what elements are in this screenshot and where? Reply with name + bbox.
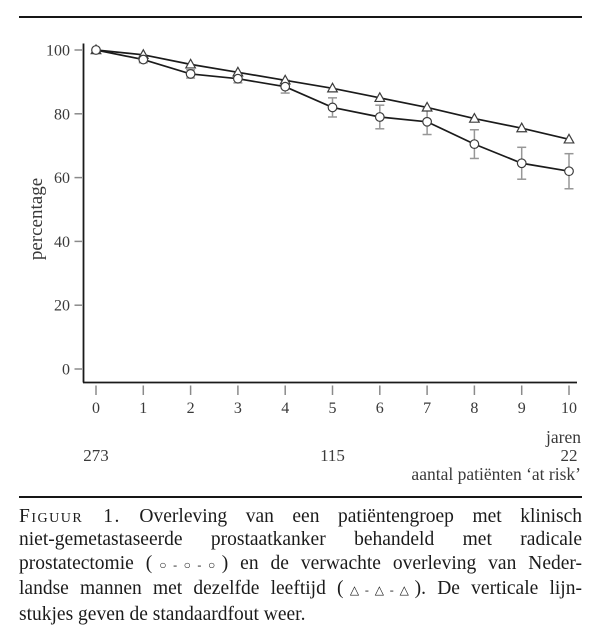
circle-marker: [423, 117, 432, 126]
caption-line-1: [19, 505, 582, 528]
x-tick-label: 2: [186, 400, 195, 417]
at-risk-label: aantal patiënten ‘at risk’: [411, 464, 581, 484]
circle-marker: [281, 82, 290, 91]
at-risk-count: 22: [560, 446, 578, 465]
y-tick-label: 20: [54, 297, 70, 315]
y-tick-label: 80: [54, 106, 70, 124]
circle-marker: [517, 159, 526, 168]
circle-marker: [186, 70, 195, 79]
x-tick-label: 8: [470, 400, 479, 417]
at-risk-count: 115: [320, 446, 345, 465]
x-tick-label: 10: [561, 400, 577, 417]
x-tick-label: 6: [375, 400, 384, 417]
x-tick-label: 9: [517, 400, 526, 417]
circle-marker: [328, 103, 337, 112]
caption-divider: [19, 496, 582, 498]
y-tick-label: 40: [54, 233, 70, 251]
circle-marker: [139, 55, 148, 64]
y-tick-label: 100: [46, 42, 70, 60]
caption-line-5: stukjes geven de standaardfout weer.: [19, 603, 306, 625]
axes: [75, 44, 578, 396]
caption-line-2: niet-gemetastaseerde prostaatkanker behandeld met radicale: [19, 529, 582, 551]
circle-marker: [92, 46, 101, 55]
circle-series-symbol: ○-○-○: [152, 557, 222, 572]
x-tick-label: 4: [281, 400, 290, 417]
caption-line-3: prostatectomie (○-○-○) en de verwachte overleving van Neder-: [19, 552, 582, 574]
x-tick-label: 3: [233, 400, 242, 417]
y-axis-title: percentage: [26, 177, 47, 261]
circle-marker: [234, 74, 243, 83]
x-tick-label: 5: [328, 400, 337, 417]
caption-line-4: landse mannen met dezelfde leeftijd (△-△-△). De verticale lijn-: [19, 578, 582, 600]
x-tick-label: 1: [139, 400, 148, 417]
x-tick-label: 0: [92, 400, 100, 417]
y-tick-label: 60: [54, 170, 70, 188]
error-bars: [139, 56, 574, 188]
circle-marker: [470, 140, 479, 149]
figure-caption: [19, 505, 582, 626]
x-axis-title: jaren: [546, 427, 581, 447]
triangle-series-line: [96, 50, 569, 139]
at-risk-count: 273: [83, 446, 109, 465]
triangle-series-symbol: △-△-△: [343, 583, 415, 598]
y-tick-label: 0: [62, 361, 70, 379]
axis-labels: [26, 43, 581, 485]
x-tick-label: 7: [423, 400, 432, 417]
caption-figure-label: Figuur 1.: [19, 506, 121, 527]
circle-marker: [376, 113, 385, 122]
caption-line-1-text: Overleving van een patiëntengroep met klinisch: [120, 506, 582, 527]
circle-marker: [565, 167, 574, 176]
